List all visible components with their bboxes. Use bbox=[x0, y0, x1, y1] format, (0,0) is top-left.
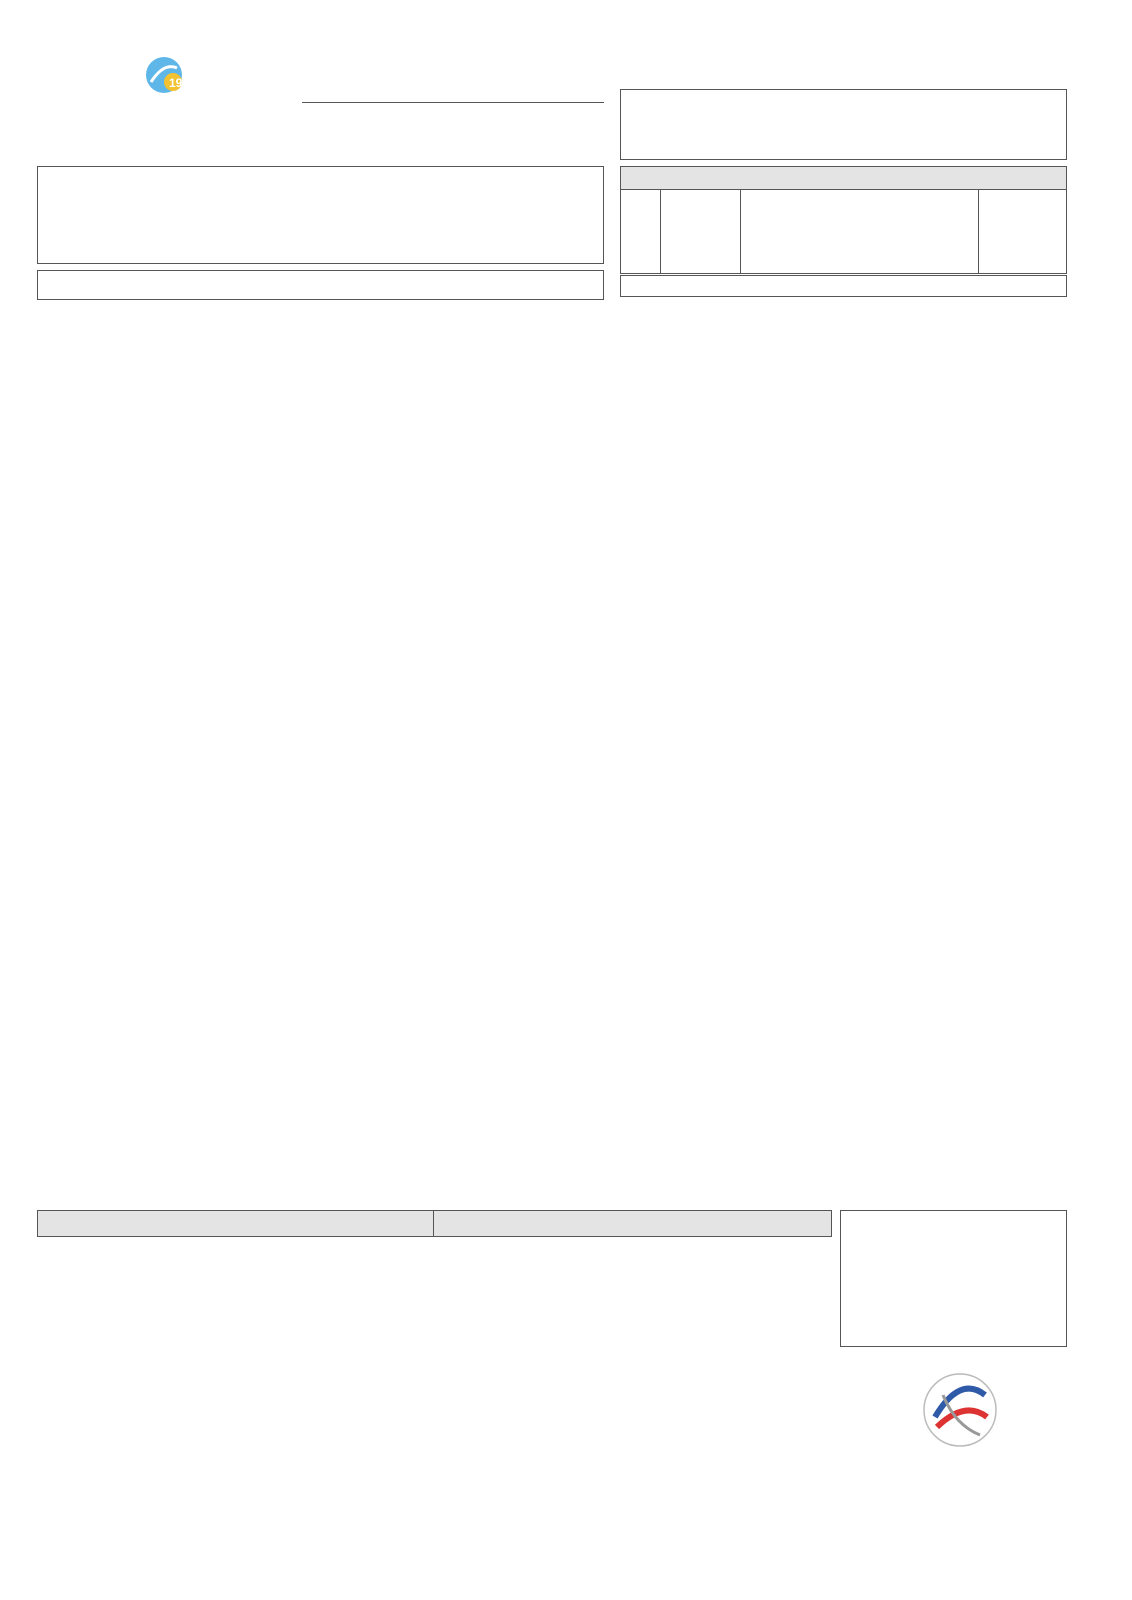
sets-vline bbox=[978, 189, 979, 274]
volleyball-logo-icon bbox=[143, 54, 185, 96]
summary-header-divider bbox=[433, 1210, 434, 1237]
sets-vline bbox=[660, 189, 661, 274]
summary-header bbox=[37, 1210, 832, 1237]
scoreboard bbox=[620, 89, 1067, 160]
referees-box bbox=[37, 270, 604, 300]
sets-header-bar bbox=[621, 167, 1066, 189]
title-divider bbox=[302, 102, 604, 103]
svg-text:19: 19 bbox=[169, 76, 183, 90]
championship-logo bbox=[35, 38, 295, 138]
sets-total-box bbox=[620, 275, 1067, 297]
sets-header-line bbox=[621, 189, 1066, 190]
match-info bbox=[37, 166, 604, 264]
federation-seal-icon bbox=[905, 1355, 1015, 1465]
legend-box bbox=[840, 1210, 1067, 1347]
sets-vline bbox=[740, 189, 741, 274]
